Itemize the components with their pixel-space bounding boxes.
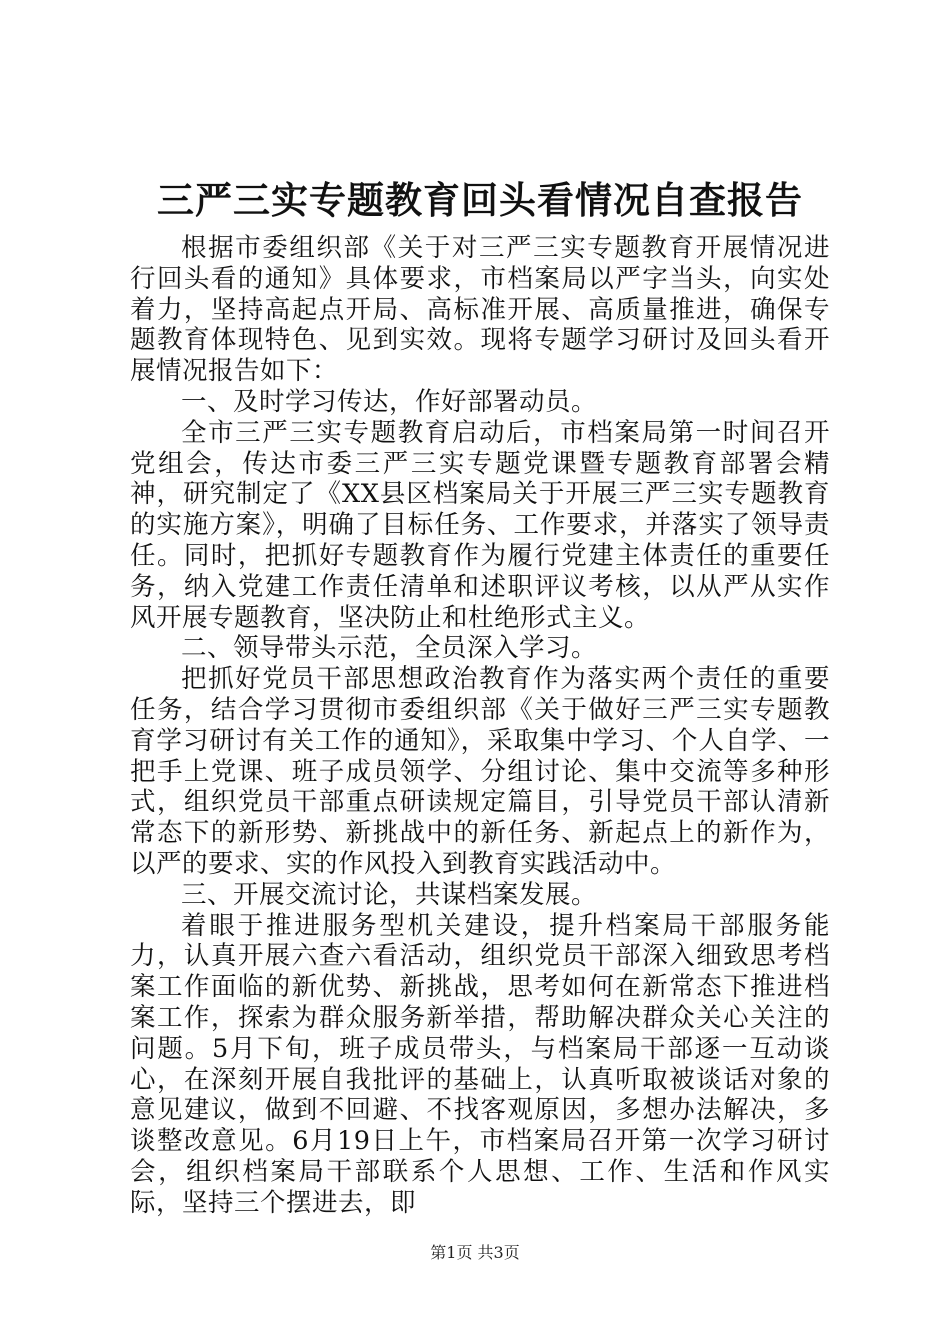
document-title: 三严三实专题教育回头看情况自查报告 bbox=[157, 178, 803, 222]
section-heading-1: 一、及时学习传达，作好部署动员。 bbox=[181, 386, 598, 417]
page-footer: 第1页 共3页 bbox=[430, 1243, 520, 1262]
intro-paragraph: 根据市委组织部《关于对三严三实专题教育开展情况进行回头看的通知》具体要求，市档案局以严字当头，向实处着力，坚持高起点开局、高标准开展、高质量推进，确保专题教育体现特色、见到实效。现将专题学习研讨及回头看开展情况报告如下： bbox=[130, 233, 830, 387]
document-body bbox=[130, 233, 830, 1219]
section-heading-2: 二、领导带头示范，全员深入学习。 bbox=[181, 633, 598, 664]
section-3-paragraph: 着眼于推进服务型机关建设，提升档案局干部服务能力，认真开展六查六看活动，组织党员干部深入细致思考档案工作面临的新优势、新挑战，思考如何在新常态下推进档案工作，探索为群众服务新举措，帮助解决群众关心关注的问题。5月下旬，班子成员带头，与档案局干部逐一互动谈心，在深刻开展自我批评的基础上，认真听取被谈话对象的意见建议，做到不回避、不找客观原因，多想办法解决，多谈整改意见。6月19日上午，市档案局召开第一次学习研讨会，组织档案局干部联系个人思想、工作、生活和作风实际，坚持三个摆进去，即 bbox=[130, 910, 830, 1218]
section-2-paragraph: 把抓好党员干部思想政治教育作为落实两个责任的重要任务，结合学习贯彻市委组织部《关于做好三严三实专题教育学习研讨有关工作的通知》，采取集中学习、个人自学、一把手上党课、班子成员领学、分组讨论、集中交流等多种形式，组织党员干部重点研读规定篇目，引导党员干部认清新常态下的新形势、新挑战中的新任务、新起点上的新作为，以严的要求、实的作风投入到教育实践活动中。 bbox=[130, 664, 830, 879]
section-heading-3: 三、开展交流讨论，共谋档案发展。 bbox=[181, 879, 598, 910]
section-1-paragraph: 全市三严三实专题教育启动后，市档案局第一时间召开党组会，传达市委三严三实专题党课暨专题教育部署会精神，研究制定了《XX县区档案局关于开展三严三实专题教育的实施方案》，明确了目标任务、工作要求，并落实了领导责任。同时，把抓好专题教育作为履行党建主体责任的重要任务，纳入党建工作责任清单和述职评议考核，以从严从实作风开展专题教育，坚决防止和杜绝形式主义。 bbox=[130, 417, 830, 633]
